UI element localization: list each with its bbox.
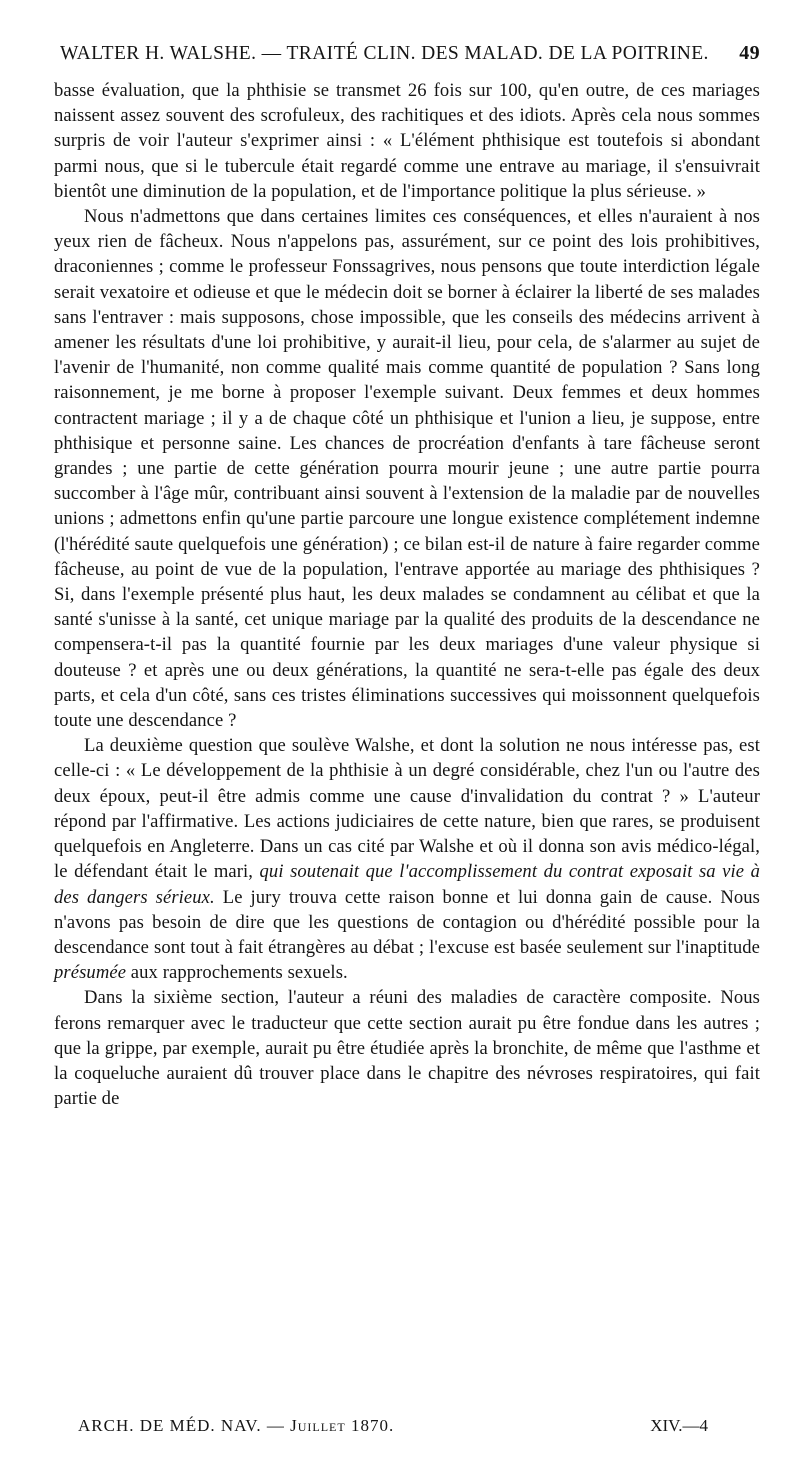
journal-reference: ARCH. DE MÉD. NAV. — Juillet 1870.: [78, 1416, 395, 1435]
paragraph-3: [54, 733, 760, 985]
running-header: [54, 42, 760, 70]
paragraph-1: basse évaluation, que la phthisie se transmet 26 fois sur 100, qu'en outre, de ces mariages naissent assez souvent des scrofuleux, des rachitiques et des idiots. Après cela nous sommes surpris de voir l'auteur s'exprimer ainsi : « L'élément phthisique est toutefois si abondant parmi nous, que si le tubercule était regardé comme une entrave au mariage, il s'ensuivrait bientôt une diminution de la population, et de l'importance politique la plus sérieuse. »: [54, 80, 760, 202]
paragraph-2: Nous n'admettons que dans certaines limites ces conséquences, et elles n'auraient à nos yeux rien de fâcheux. Nous n'appelons pas, assurément, sur ce point des lois prohibitives, draconiennes ; comme le professeur Fonssagrives, nous pensons que toute interdiction légale serait vexatoire et odieuse et que le médecin doit se borner à éclairer la liberté de ses malades sans l'entraver : mais supposons, chose impossible, que les conseils des médecins arrivent à amener les résultats d'une loi prohibitive, y aurait-il lieu, pour cela, de s'alarmer au sujet de l'avenir de l'humanité, non comme qualité mais comme quantité de population ? Sans long raisonnement, je me borne à proposer l'exemple suivant. Deux femmes et deux hommes contractent mariage ; il y a de chaque côté un phthisique et l'union a lieu, je suppose, entre phthisique et personne saine. Les chances de procréation d'enfants à tare fâcheuse seront grandes ; une partie de cette génération pourra mourir jeune ; une autre partie pourra succomber à l'âge mûr, contribuant ainsi souvent à l'extension de la maladie par de nouvelles unions ; admettons enfin qu'une partie parcoure une longue existence complétement indemne (l'hérédité saute quelquefois une génération) ; ce bilan est-il de nature à faire regarder comme fâcheuse, au point de vue de la population, l'entrave apportée au mariage des phthisiques ? Si, dans l'exemple présenté plus haut, les deux malades se condamnent au célibat et que la santé s'unisse à la santé, cet unique mariage par la qualité des produits de la descendance ne compensera-t-il pas la quantité fournie par les deux mariages d'une valeur physique si douteuse ? et après une ou deux générations, la quantité ne sera-t-elle pas égale des deux parts, et cela d'un côté, sans ces tristes éliminations successives qui moissonnent quelquefois toute une descendance ?: [54, 206, 760, 732]
signature-mark: XIV.—4: [650, 1416, 708, 1435]
running-title: WALTER H. WALSHE. — TRAITÉ CLIN. DES MALAD. DE LA POITRINE.: [60, 43, 709, 64]
body-text: [54, 78, 760, 1111]
paragraph-3-italic-word: présumée: [54, 962, 127, 984]
paragraph-3-part-1: La deuxième question que soulève Walshe, et dont la solution ne nous intéresse pas, est celle-ci : « Le développement de la phthisie à un degré considérable, chez l'un ou l'autre des deux époux, peut-il être admis comme une cause d'invalidation du contrat ? » L'auteur répond par l'affirmative. Les actions judiciaires de cette nature, bien que rares, se produisent quelquefois en Angleterre. Dans un cas cité par Walshe et où il donna son avis médico-légal, le défendant était le mari,: [54, 735, 760, 883]
page-footer: [78, 1416, 708, 1436]
page-number: 49: [739, 42, 760, 64]
paragraph-3-part-2: Le jury trouva cette raison bonne et lui donna gain de cause. Nous n'avons pas besoin de dire que les questions de contagion ou d'hérédité possible pour la descendance sont tout à fait étrangères au débat ; l'excuse est basée seulement sur l'inaptitude: [54, 886, 760, 958]
paragraph-3-italic-quote: qui soutenait que l'accomplissement du contrat exposait sa vie à des dangers sérieux.: [54, 861, 760, 908]
paragraph-3-part-3: aux rapprochements sexuels.: [126, 962, 348, 984]
paragraph-4: Dans la sixième section, l'auteur a réuni des maladies de caractère composite. Nous ferons remarquer avec le traducteur que cette section aurait pu être fondue dans les autres ; que la grippe, par exemple, aurait pu être étudiée après la bronchite, de même que l'asthme et la coqueluche auraient dû trouver place dans le chapitre des névroses respiratoires, qui fait partie de: [54, 987, 760, 1110]
